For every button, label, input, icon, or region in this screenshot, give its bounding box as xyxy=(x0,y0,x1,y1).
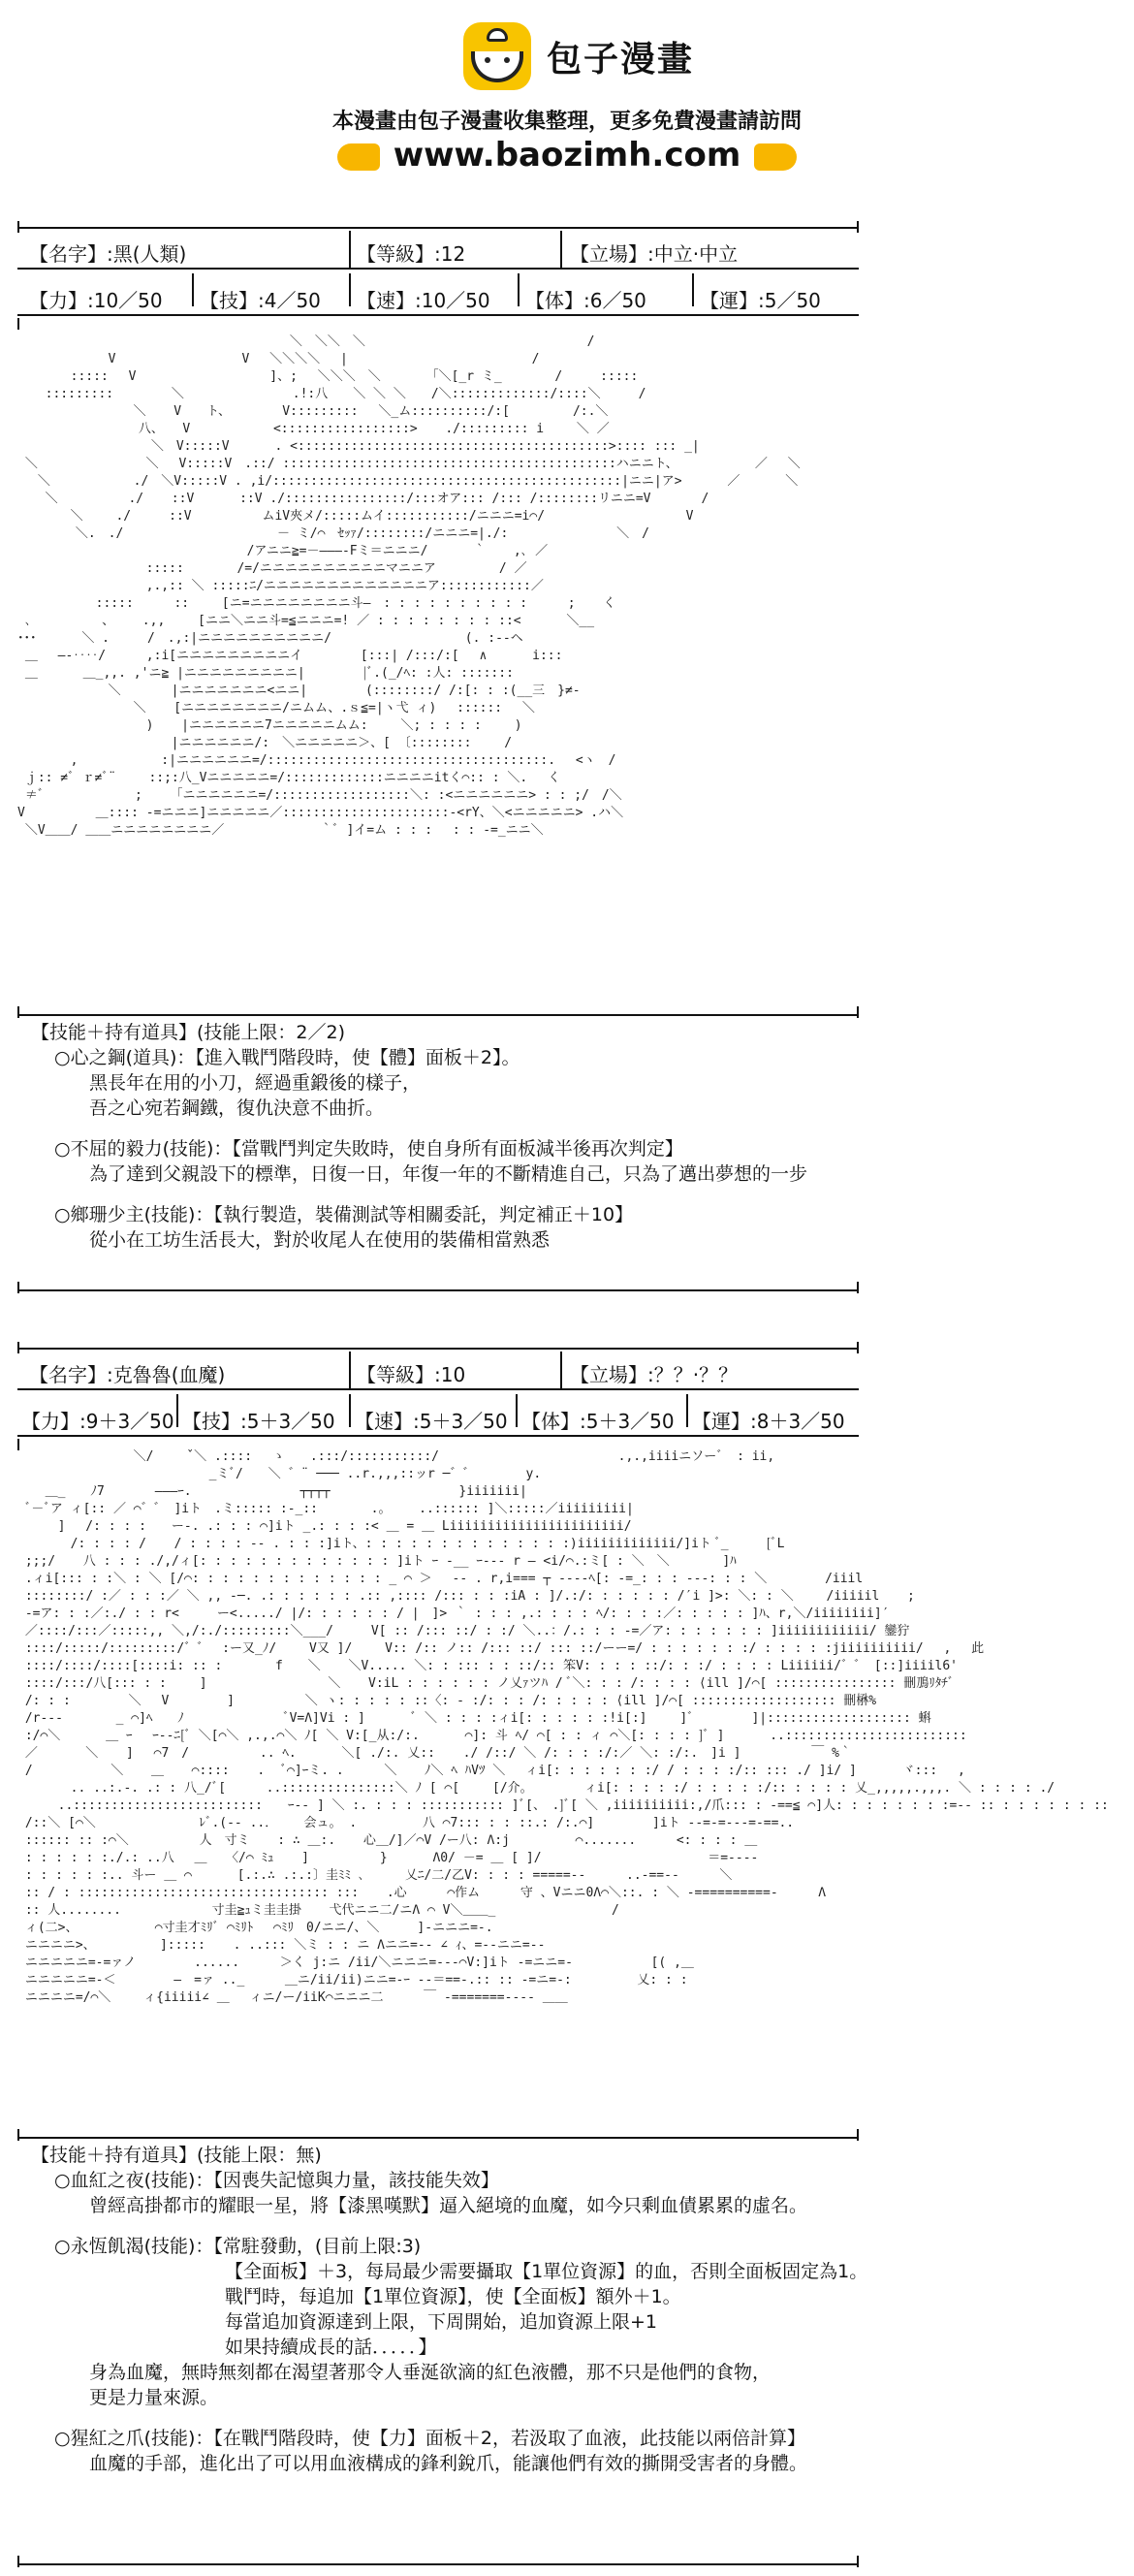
skill-desc: 身為血魔，無時無刻都在渴望著那令人垂涎欲滴的紅色液體，那不只是他們的食物， xyxy=(89,2362,772,2383)
banner-url-row xyxy=(0,136,1134,175)
skills-header: 【技能＋持有道具】(技能上限：無) xyxy=(31,2145,322,2166)
skill-title: ○猩紅之爪(技能)：【在戰鬥階段時，使【力】面板＋2，若汲取了血液，此技能以兩倍計算】 xyxy=(54,2428,805,2449)
char-stance: 【立場】:中立·中立 xyxy=(570,242,739,266)
skill-title: ○鄉珊少主(技能)：【執行製造，裝備測試等相關委託，判定補正＋10】 xyxy=(54,1204,634,1225)
skill-title: ○永恆飢渴(技能)：【常駐發動，(目前上限:3) xyxy=(54,2236,422,2257)
char-name: 【名字】:黑(人類) xyxy=(29,242,187,266)
char-level: 【等級】:10 xyxy=(357,1363,466,1386)
skill-desc: 吾之心宛若鋼鐵，復仇決意不曲折。 xyxy=(89,1097,385,1119)
stat-spd: 【速】:5＋3／50 xyxy=(355,1410,508,1433)
stat-tec: 【技】:4／50 xyxy=(200,289,321,312)
skill-desc: 更是力量來源。 xyxy=(89,2387,219,2408)
character-ascii-art xyxy=(17,1448,1109,2127)
skill-desc: 曾經高掛都市的耀眼一星，將【漆黑嘆默】逼入絕境的血魔，如今只剩血債累累的虛名。 xyxy=(89,2195,808,2216)
site-url-link[interactable]: www.baozimh.com xyxy=(393,136,741,175)
char-level: 【等級】:12 xyxy=(357,242,466,266)
logo[interactable] xyxy=(463,17,694,95)
stat-tec: 【技】:5＋3／50 xyxy=(182,1410,335,1433)
ascii-art-text: ＼ ＼＼ ＼ / V V ＼＼＼＼ | / ::::: V ]、; ＼＼＼ ＼ 「＼[_r ミ_ / ::::: ::::::::: ＼ .!:八 ＼ ＼ ＼ /＼:::::::::::::/::::＼ / ＼ V ト、 V::::::::: ＼_ム::::::::::/:[ /:.＼ 八、 V <:::::::::::::::::> ./::::::::: i ＼ ／ ＼ V:::::V . <:::::::::::::::::::::::::::::::::::::::::>:::: ::: _| ＼ ＼ V:::::V .::/ ::::::::::::::::::::::::::::::::::::::::::::ハニニト、 ／ ＼ ＼ ./ ＼V:::::V . ,i/::::::::::::::::::::::::::::::::::::::::::::::|ニニ|ア> ／ ＼ ＼ ./ ::V ::V ./::::::::::::::::/:::オア::: /::: /::::::::リニニ=V / ＼ ./ ::V ムiV夾メ/:::::ムイ:::::::::::/ニニニ=i⌒/ V ＼. ./ － ミ/⌒ ｾｯｧ/::::::::/ニニニ=|./: ＼ / /アニニ≧=－―――‐Fミ＝ニニニ/ ｀ ,､ ／ ::::: /=/ニニニニニニニニニニマニニア / ／ ,.,:: ＼ :::::ﾆ/ニニニニニニニニニニニニニア::::::::::::／ ::::: :: [ニ=ニニニニニニニニ斗― : : : : : : : : : : ; く ､ 、 .,, [ニニ＼ニニ斗=≦ニニニ=! ／ : : : : : : : : ::< ＼__ ･･･ ＼ . / .,:|ニニニニニニニニニニ/ (. :‐-ヘ ＿ ―-‥‥/ ,:i[ニニニニニニニニニイ [:::| /:::/:[ ∧ i::: ＿ ＿_,,. ,'ニ≧ |ニニニニニニニニニ| |ﾞ.(_/ﾍ: :人: ::::::: ＼ |ニニニニニニニ<ニニ| (::::::::/ /:[: : :(__三 }≠- ＼ [ニニニニニニニニ/ニムム、.ｓ≦=|ヽ弋 ィ) :::::: ＼ ) |ニニニニニニ7ニニニニニムム: ＼; : : : : ) |ニニニニニニ/: ＼ニニニニニ＞、[ 〔:::::::: / , :|ニニニニニニ=/:::::::::::::::::::::::::::::::::::::. <ヽ / ｊ:: ≠ﾞ ｒ≠ﾞ¨ ::;:八_Vニニニニニ=/:::::::::::::ニニニニitく⌒:: : ＼. く ≠ﾞ ; 「ニニニニニニ=/::::::::::::::::::＼: :<ニニニニニニ> : : ;/ /＼ V ＿:::: -=ニニニ]ニニニニニ／::::::::::::::::::::::‐<rY、＼<ニニニニニ> .ハ＼ ＼V＿＿/ ＿＿ニニニニニニニニ／ ｀ﾞ ]イ=ム : : : : : -=_ニニ＼ xyxy=(17,334,801,838)
stat-str: 【力】:10／50 xyxy=(29,289,163,312)
skill-desc: 血魔的手部，進化出了可以用血液構成的鋒利銳爪，能讓他們有效的撕開受害者的身體。 xyxy=(89,2453,808,2474)
skill-detail: 每當追加資源達到上限，下周開始，追加資源上限+1 xyxy=(225,2311,658,2333)
skill-desc: 從小在工坊生活長大，對於收尾人在使用的裝備相當熟悉 xyxy=(89,1229,551,1251)
pointing-hand-icon xyxy=(754,143,797,171)
bun-logo-icon xyxy=(463,22,531,90)
character-card-kuro xyxy=(17,221,859,1297)
skill-detail: 【全面板】＋3，每局最少需要攝取【1單位資源】的血，否則全面板固定為1。 xyxy=(225,2261,868,2282)
skill-title: ○心之鋼(道具)：【進入戰鬥階段時，使【體】面板＋2】。 xyxy=(54,1047,520,1068)
skill-detail: 戰鬥時，每追加【1單位資源】，使【全面板】額外＋1。 xyxy=(225,2286,681,2307)
char-stance: 【立場】:？？·？？ xyxy=(570,1363,739,1386)
stat-str: 【力】:9＋3／50 xyxy=(21,1410,174,1433)
logo-text: 包子漫畫 xyxy=(547,39,695,80)
pointing-hand-icon xyxy=(337,143,380,171)
banner-tagline: 本漫畫由包子漫畫收集整理，更多免費漫畫請訪問 xyxy=(331,110,802,134)
stat-con: 【体】:6／50 xyxy=(525,289,646,312)
skills-header: 【技能＋持有道具】(技能上限：2／2) xyxy=(31,1022,346,1043)
stat-luck: 【運】:8＋3／50 xyxy=(692,1410,845,1433)
skill-title: ○血紅之夜(技能)：【因喪失記憶與力量，該技能失效】 xyxy=(54,2170,499,2191)
char-name: 【名字】:克魯魯(血魔) xyxy=(29,1363,226,1386)
skill-desc: 黑長年在用的小刀，經過重鍛後的樣子， xyxy=(89,1072,422,1094)
ascii-art-text: ＼/ ˇ＼ .:::: ゝ .:::/:::::::::::/ .,.,iiiiニソー゛ : ii, _ミﾞ/ ＼ ゛¨ ─── ..r.,,,::ッr ─゛゛ y. ＿_ ﾉ7 ―――ｰ. ┬┬┬┬ }iiiiiii| ﾞ－ﾞア ィ[:: ／ ⌒゛゛ ]iト .ミ::::: :-_:: .。 ..:::::: ]＼:::::／iiiiiiiii| ] /: : : : ー-. .: : : ⌒]iト _.: : : :< ＿ = ＿ Liiiiiiiiiiiiiiiiiiiiiii/ /: : : : / / : : : : -- . : : :]iト、: : : : : : : : : : : : : :)iiiiiiiiiiiii/]iト ﾞ_ [ﾞL ;;;/ 八 : : : ./,/ィ[: : : : : : : : : : : : : ]iト ｰ ‐__ ｰ--- r ― <i/⌒.:ミ[ : ＼ ＼ ]ﾊ .ィi[::: : :＼ : ＼ [/⌒: : : : : : : : : : : : : _ ⌒ ＞ -- . r,i=== ┬ ---‐ﾍ[: -=_: : : ---: : : ＼ /iiil ::::::::/ :／ : : :／ ＼ ,, -─. .: : : : : : .:: ,:::: /::: : : :iA : ]/.:/: : : : : : /′i ]>: ＼: : ＼ /iiiiil ; -=ア: : :／:./ : : r< ー<...../ |/: : : : : : / | ]> ｀ : : : ,.: : : : ﾍ/: : : :／: : : : : ]ﾊ、r,＼/iiiiiiii]′ ／::::/:::／:::::,, ＼,/:./:::::::::＼___/ V[ :: /::: ::/ : :/ ＼..：/.: : : -=／ア: : : : : : : ]iiiiiiiiiiii/ 鑾狞 ::::/:::::/:::::::::/゛゛ :ー又_ﾉ/ V又 ]/ V:: /:: ノ:: /::: ::/ ::: ::/ーー=/ : : : : : : :/ : : : : :jiiiiiiiiii/ , 此 ::::/::::/::::[::::i: :: : f ＼ ＼V..... ＼: : ::: : : ::/:: 笨V: : : : ::/: : :/ : : : : Liiiiii/゛゛ [::]iiiil6' ::::/:::/八[::: : : ] ＼ V:iL : : : : : : ノ乂ｧツﾊ / ﾞ＼: : : /: : : : ⟨ill ]/⌒[ :::::::::::::::: 刪鳭ﾘﾀﾁﾞ /: : : ＼ V ] ＼ ヽ: : : : : ::〈: ‐ :/: : : /: : : : : ⟨ill ]/⌒[ ::::::::::::::::::: 刪﻿楙% /r‐‐‐ _ ⌒]ﾍ ﾉ ﾞV=Λ]Vi : ] ﾞ ＼ : : : :ィi[: : : : : :!i[:] ]ﾞ ]|::::::::::::::::::: 蝌 :/⌒＼ ＿ ｰ ｰ--ﾆ[ﾞ ＼[⌒＼ ,.,.⌒＼ ﾉ[ ＼ V:[_从:/:. ⌒]: 斗 ﾍ/ ⌒[ : : ィ ⌒＼[: : : : ]ﾞ ] ..:::::::::::::::::::::::: ／ ＼ ] ⌒7 / .. ﾍ. ＼[ ./:. 乂:: ./ /::/ ＼ /: : : :/:／ ＼: :/:. ]i ] ￣ %｀ / ＼ ＿ ⌒:::: . ﾞ⌒]ｰミ. . ＼ ﾉ＼ ﾍ ﾊVﾂ ＼ ィi[: : : : : : :/ / : : : :/:: ::: ./ ]i/ ] ヾ::: , .. ..:.-. .: : 八_/ﾞ[ ..:::::::::::::::＼ ﾉ [ ⌒[ [/介。 ィi[: : : : :/ : : : : :/:: : : : : 乂_,,,,,.,,,. ＼ : : : : ./ ..::::::::::::::::::::::::: ｰ-- ] ＼ :. : : : ::::::::::: ]ﾞ[、 .]ﾞ[ ＼ ,iiiiiiiiii:,/爪::: : -==≦ ⌒]人: : : : : : : :=-- :: : : : : : : :: /::＼ [⌒＼ ﾚﾞ.(-- ..． 会ュ。 . 八 ⌒7::: : : ::.: /:.⌒] ]iト --=‐=-‐-=-==.. :::::: :: :⌒＼ 人 寸ミ : ∴ ＿:. 心＿/]／⌒V /ー八: Λ:j ⌒....... <: : : : ＿ : : : : : :./.: ..八 ＿ 〈/⌒ ﾐｭ ] } Λ0/ －= ＿ [ ]/ ＝=‐-‐- : : : : : :.. 斗ー ＿ ⌒ [.:.∴ .:.:〕圭ﾐﾐ ､ 乂ﾆ/二/乙V: : : : =====‐- ..-==‐- ＼ :: / : ::::::::::::::::::::::::::::::::: ::: .心 ⌒作ム 守 、Vニニ0Λ⌒＼::. : ＼ -==========‐ Λ :: 人........ 寸圭≧ｭミ圭圭掛 弋代ニニ二/ニΛ ⌒ V＼＿＿_ / ィ(二>、 ⌒寸圭才ﾐﾘﾞ ⌒ﾐﾘﾄ ⌒ﾐﾘ 0/ニニ/、＼ ]-ニニニ=-. ニニニニ>、 ]::::: . ..::: ＼ミ : : ニ Λニニ=-- ∠ ｨ、=--ニニ=-- ニニニニニ=‐=ァノ ...... ＞く j:ニ /ii/＼ニニニ=---⌒V:]iト -=ニニ=- [( ,＿ ニニニニニ=‐＜ ― =ァ .._ ＿ニ/ii/ii)ニニ=-ｰ --＝==-.:: :: -=ニ=-: 乂: : : ニニニニ=/⌒＼ ィ{iiiii∠ ＿ ィニ/ー/iiK⌒ニニニ二 ￣ ‐=======---- ＿＿ xyxy=(24,1449,1109,2005)
character-ascii-art xyxy=(17,334,859,1012)
skill-title: ○不屈的毅力(技能)：【當戰鬥判定失敗時，使自身所有面板減半後再次判定】 xyxy=(54,1138,683,1160)
stat-spd: 【速】:10／50 xyxy=(357,289,490,312)
character-card-kururu xyxy=(17,1342,1109,2573)
site-banner xyxy=(0,0,1134,194)
stat-con: 【体】:5＋3／50 xyxy=(521,1410,675,1433)
stat-luck: 【運】:5／50 xyxy=(700,289,821,312)
skill-detail: 如果持續成長的話．．．．．】 xyxy=(225,2337,437,2358)
skills-section xyxy=(31,2143,867,2476)
skill-desc: 為了達到父親設下的標準，日復一日，年復一年的不斷精進自己，只為了邁出夢想的一步 xyxy=(89,1163,808,1185)
skills-section xyxy=(31,1020,807,1253)
